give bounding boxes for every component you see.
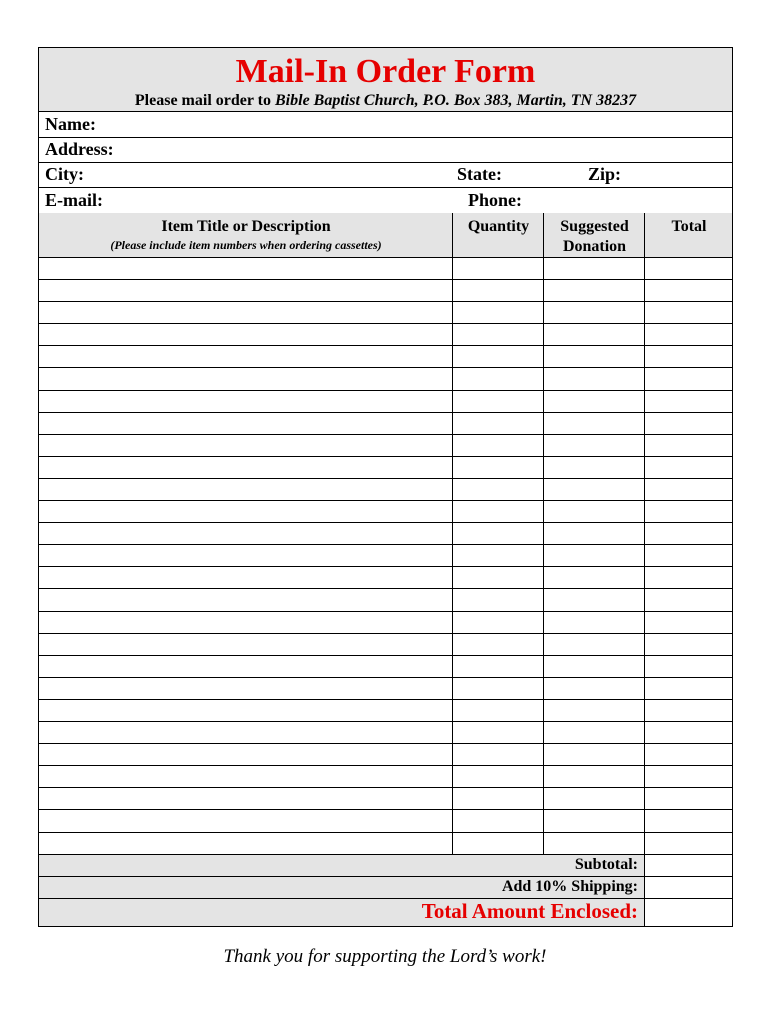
table-row[interactable] (39, 545, 732, 567)
state-label: State: (457, 164, 502, 184)
table-row[interactable] (39, 590, 732, 612)
email-row[interactable] (39, 188, 732, 214)
table-row[interactable] (39, 700, 732, 722)
table-row[interactable] (39, 567, 732, 589)
form-header (39, 48, 732, 112)
order-form (38, 47, 733, 927)
quantity-column-header: Quantity (467, 218, 530, 235)
table-row[interactable] (39, 811, 732, 833)
city-label: City: (45, 164, 84, 184)
table-row[interactable] (39, 435, 732, 457)
item-column-header (39, 213, 453, 257)
table-row[interactable] (39, 766, 732, 788)
table-row[interactable] (39, 369, 732, 391)
table-row[interactable] (39, 413, 732, 435)
table-row[interactable] (39, 324, 732, 346)
shipping-row (39, 877, 732, 899)
table-row[interactable] (39, 280, 732, 302)
table-row[interactable] (39, 744, 732, 766)
form-title: Mail-In Order Form (235, 53, 536, 90)
shipping-label: Add 10% Shipping: (501, 878, 638, 895)
column-divider (452, 213, 453, 856)
mail-instructions (39, 92, 732, 110)
total-row (39, 899, 732, 926)
table-row[interactable] (39, 612, 732, 634)
donation-column-line2: Donation (562, 238, 627, 255)
donation-column-header (544, 213, 645, 257)
total-field[interactable] (644, 899, 732, 926)
email-label: E-mail: (45, 190, 103, 210)
table-row[interactable] (39, 722, 732, 744)
address-row[interactable] (39, 137, 732, 163)
address-label: Address: (45, 139, 114, 159)
zip-label: Zip: (588, 164, 622, 184)
column-divider (543, 213, 544, 856)
table-row[interactable] (39, 788, 732, 810)
city-row[interactable] (39, 162, 732, 188)
table-row[interactable] (39, 678, 732, 700)
table-row[interactable] (39, 479, 732, 501)
donation-column-line1: Suggested (560, 218, 629, 235)
table-header (39, 213, 732, 258)
table-row[interactable] (39, 833, 732, 855)
table-row[interactable] (39, 302, 732, 324)
table-row[interactable] (39, 523, 732, 545)
name-label: Name: (45, 114, 96, 134)
thank-you-note: Thank you for supporting the Lord’s work! (223, 946, 547, 967)
total-label: Total Amount Enclosed: (421, 899, 638, 923)
table-row[interactable] (39, 634, 732, 656)
mail-prefix: Please mail order to (134, 92, 275, 109)
table-row[interactable] (39, 457, 732, 479)
item-column-title: Item Title or Description (161, 218, 331, 235)
total-column-header: Total (671, 218, 707, 235)
name-row[interactable] (39, 112, 732, 138)
item-column-note: (Please include item numbers when ordering cassettes) (110, 238, 382, 252)
table-row[interactable] (39, 346, 732, 368)
table-row[interactable] (39, 656, 732, 678)
table-row[interactable] (39, 501, 732, 523)
table-row[interactable] (39, 258, 732, 280)
table-row[interactable] (39, 391, 732, 413)
mail-address: Bible Baptist Church, P.O. Box 383, Martin, TN 38237 (275, 92, 637, 109)
shipping-field[interactable] (644, 877, 732, 898)
subtotal-field[interactable] (644, 855, 732, 876)
column-divider (644, 213, 645, 856)
subtotal-row (39, 855, 732, 877)
subtotal-label: Subtotal: (574, 856, 638, 873)
phone-label: Phone: (468, 190, 522, 210)
